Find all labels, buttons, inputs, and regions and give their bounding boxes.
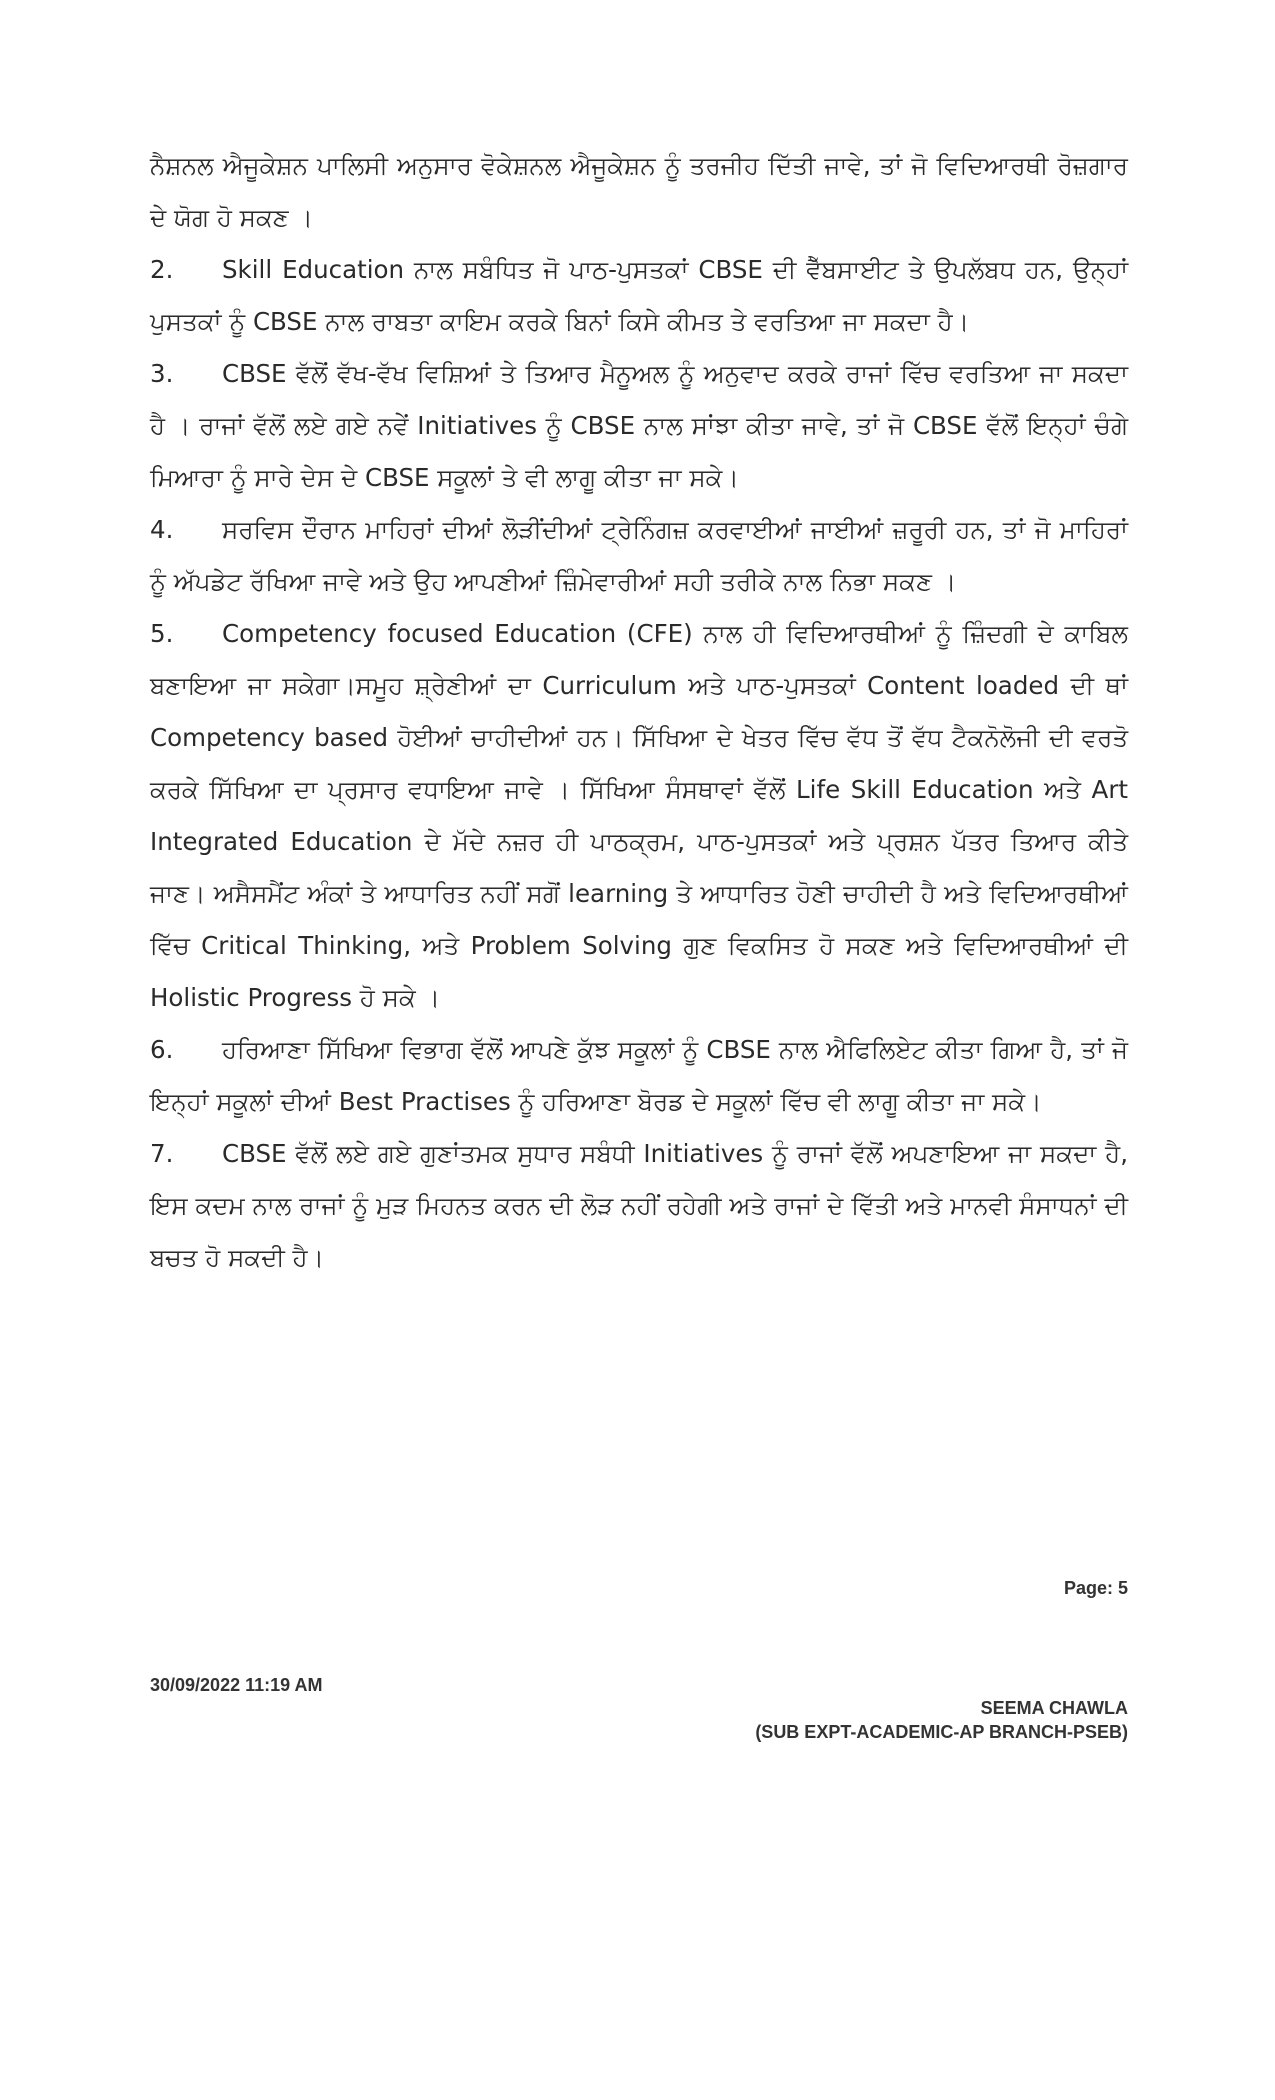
paragraph-number: 2. [150,255,174,284]
paragraph-7 [150,1128,1128,1284]
paragraph-4 [150,504,1128,608]
paragraph-3 [150,348,1128,504]
page-number: Page: 5 [1063,1578,1128,1598]
paragraph-intro [150,140,1128,244]
paragraph-number: 6. [150,1035,174,1064]
paragraph-text: ਨੈਸ਼ਨਲ ਐਜੂਕੇਸ਼ਨ ਪਾਲਿਸੀ ਅਨੁਸਾਰ ਵੋਕੇਸ਼ਨਲ ਐਜੂਕੇਸ਼ਨ ਨੂੰ ਤਰਜੀਹ ਦਿੱਤੀ ਜਾਵੇ, ਤਾਂ ਜੋ ਵਿਦਿਆਰਥੀ ਰੋਜ਼ਗਾਰ ਦੇ ਯੋਗ ਹੋ ਸਕਣ । [150,151,1128,232]
paragraph-text: CBSE ਵੱਲੋਂ ਵੱਖ-ਵੱਖ ਵਿਸ਼ਿਆਂ ਤੇ ਤਿਆਰ ਮੈਨੂਅਲ ਨੂੰ ਅਨੁਵਾਦ ਕਰਕੇ ਰਾਜਾਂ ਵਿੱਚ ਵਰਤਿਆ ਜਾ ਸਕਦਾ ਹੈ । ਰਾਜਾਂ ਵੱਲੋਂ ਲਏ ਗਏ ਨਵੇਂ Initiatives ਨੂੰ CBSE ਨਾਲ ਸਾਂਝਾ ਕੀਤਾ ਜਾਵੇ, ਤਾਂ ਜੋ CBSE ਵੱਲੋਂ ਇਨ੍ਹਾਂ ਚੰਗੇ ਮਿਆਰਾ ਨੂੰ ਸਾਰੇ ਦੇਸ ਦੇ CBSE ਸਕੂਲਾਂ ਤੇ ਵੀ ਲਾਗੂ ਕੀਤਾ ਜਾ ਸਕੇ। [150,359,1128,492]
paragraph-text: ਹਰਿਆਣਾ ਸਿੱਖਿਆ ਵਿਭਾਗ ਵੱਲੋਂ ਆਪਣੇ ਕੁੱਝ ਸਕੂਲਾਂ ਨੂੰ CBSE ਨਾਲ ਐਫਿਲਿਏਟ ਕੀਤਾ ਗਿਆ ਹੈ, ਤਾਂ ਜੋ ਇਨ੍ਹਾਂ ਸਕੂਲਾਂ ਦੀਆਂ Best Practises ਨੂੰ ਹਰਿਆਣਾ ਬੋਰਡ ਦੇ ਸਕੂਲਾਂ ਵਿੱਚ ਵੀ ਲਾਗੂ ਕੀਤਾ ਜਾ ਸਕੇ। [150,1035,1128,1116]
paragraph-number: 4. [150,515,174,544]
timestamp: 30/09/2022 11:19 AM [150,1675,323,1695]
paragraph-number: 3. [150,359,174,388]
signatory-name: SEEMA CHAWLA [980,1698,1128,1718]
paragraph-6 [150,1024,1128,1128]
paragraph-number: 5. [150,619,174,648]
signature-block [755,1696,1128,1744]
paragraph-2 [150,244,1128,348]
paragraph-5 [150,608,1128,1024]
paragraph-text: CBSE ਵੱਲੋਂ ਲਏ ਗਏ ਗੁਣਾਂਤਮਕ ਸੁਧਾਰ ਸਬੰਧੀ Initiatives ਨੂੰ ਰਾਜਾਂ ਵੱਲੋਂ ਅਪਣਾਇਆ ਜਾ ਸਕਦਾ ਹੈ, ਇਸ ਕਦਮ ਨਾਲ ਰਾਜਾਂ ਨੂੰ ਮੁੜ ਮਿਹਨਤ ਕਰਨ ਦੀ ਲੋੜ ਨਹੀਂ ਰਹੇਗੀ ਅਤੇ ਰਾਜਾਂ ਦੇ ਵਿੱਤੀ ਅਤੇ ਮਾਨਵੀ ਸੰਸਾਧਨਾਂ ਦੀ ਬਚਤ ਹੋ ਸਕਦੀ ਹੈ। [150,1139,1128,1272]
paragraph-text: Skill Education ਨਾਲ ਸਬੰਧਿਤ ਜੋ ਪਾਠ-ਪੁਸਤਕਾਂ CBSE ਦੀ ਵੈੱਬਸਾਈਟ ਤੇ ਉਪਲੱਬਧ ਹਨ, ਉਨ੍ਹਾਂ ਪੁਸਤਕਾਂ ਨੂੰ CBSE ਨਾਲ ਰਾਬਤਾ ਕਾਇਮ ਕਰਕੇ ਬਿਨਾਂ ਕਿਸੇ ਕੀਮਤ ਤੇ ਵਰਤਿਆ ਜਾ ਸਕਦਾ ਹੈ। [150,255,1128,336]
document-body [150,140,1128,1284]
paragraph-number: 7. [150,1139,174,1168]
paragraph-text: ਸਰਵਿਸ ਦੌਰਾਨ ਮਾਹਿਰਾਂ ਦੀਆਂ ਲੋੜੀਂਦੀਆਂ ਟ੍ਰੇਨਿੰਗਜ਼ ਕਰਵਾਈਆਂ ਜਾਈਆਂ ਜ਼ਰੂਰੀ ਹਨ, ਤਾਂ ਜੋ ਮਾਹਿਰਾਂ ਨੂੰ ਅੱਪਡੇਟ ਰੱਖਿਆ ਜਾਵੇ ਅਤੇ ਉਹ ਆਪਣੀਆਂ ਜ਼ਿੰਮੇਵਾਰੀਆਂ ਸਹੀ ਤਰੀਕੇ ਨਾਲ ਨਿਭਾ ਸਕਣ । [150,515,1128,596]
paragraph-text: Competency focused Education (CFE) ਨਾਲ ਹੀ ਵਿਦਿਆਰਥੀਆਂ ਨੂੰ ਜ਼ਿੰਦਗੀ ਦੇ ਕਾਬਿਲ ਬਣਾਇਆ ਜਾ ਸਕੇਗਾ।ਸਮੂਹ ਸ਼੍ਰੇਣੀਆਂ ਦਾ Curriculum ਅਤੇ ਪਾਠ-ਪੁਸਤਕਾਂ Content loaded ਦੀ ਥਾਂ Competency based ਹੋਈਆਂ ਚਾਹੀਦੀਆਂ ਹਨ। ਸਿੱਖਿਆ ਦੇ ਖੇਤਰ ਵਿੱਚ ਵੱਧ ਤੋਂ ਵੱਧ ਟੈਕਨੋਲੋਜੀ ਦੀ ਵਰਤੋ ਕਰਕੇ ਸਿੱਖਿਆ ਦਾ ਪ੍ਰਸਾਰ ਵਧਾਇਆ ਜਾਵੇ । ਸਿੱਖਿਆ ਸੰਸਥਾਵਾਂ ਵੱਲੋਂ Life Skill Education ਅਤੇ Art Integrated Education ਦੇ ਮੱਦੇ ਨਜ਼ਰ ਹੀ ਪਾਠਕ੍ਰਮ, ਪਾਠ-ਪੁਸਤਕਾਂ ਅਤੇ ਪ੍ਰਸ਼ਨ ਪੱਤਰ ਤਿਆਰ ਕੀਤੇ ਜਾਣ। ਅਸੈਸਮੈਂਟ ਅੰਕਾਂ ਤੇ ਆਧਾਰਿਤ ਨਹੀਂ ਸਗੋਂ learning ਤੇ ਆਧਾਰਿਤ ਹੋਣੀ ਚਾਹੀਦੀ ਹੈ ਅਤੇ ਵਿਦਿਆਰਥੀਆਂ ਵਿੱਚ Critical Thinking, ਅਤੇ Problem Solving ਗੁਣ ਵਿਕਸਿਤ ਹੋ ਸਕਣ ਅਤੇ ਵਿਦਿਆਰਥੀਆਂ ਦੀ Holistic Progress ਹੋ ਸਕੇ । [150,619,1128,1012]
signatory-designation: (SUB EXPT-ACADEMIC-AP BRANCH-PSEB) [755,1722,1128,1742]
